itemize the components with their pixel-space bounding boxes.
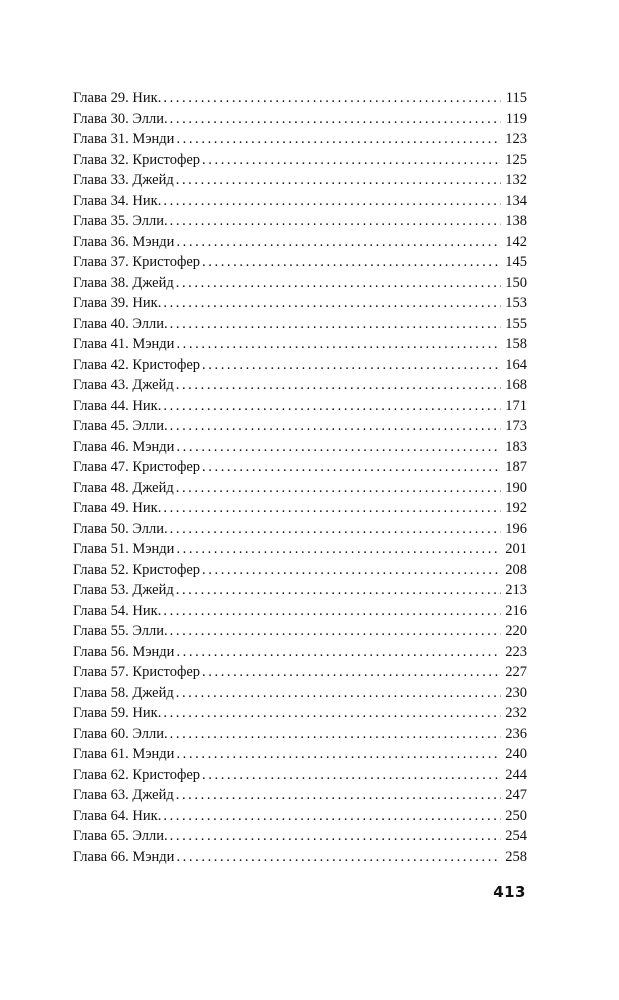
dot-leader (176, 580, 501, 601)
toc-entry-page: 232 (505, 705, 527, 721)
toc-entry-page: 171 (505, 397, 527, 414)
toc-entry (73, 375, 527, 396)
toc-entry (73, 744, 527, 765)
dot-leader (202, 457, 501, 478)
toc-entry (73, 785, 527, 806)
toc-entry-page: 168 (505, 377, 527, 393)
toc-entry-page: 230 (505, 684, 527, 701)
toc-entry-page: 173 (505, 418, 527, 434)
toc-entry (73, 826, 527, 847)
dot-leader (163, 88, 501, 109)
toc-entry-page: 115 (505, 90, 527, 106)
toc-entry-title: Глава 50. Элли. (73, 520, 168, 537)
toc-entry (73, 314, 527, 335)
toc-entry-title: Глава 63. Джейд (73, 787, 174, 803)
toc-entry-page: 227 (505, 664, 527, 680)
dot-leader (163, 806, 501, 827)
toc-entry (73, 539, 527, 560)
toc-entry-page: 250 (505, 807, 527, 824)
toc-entry-title: Глава 59. Ник. (73, 705, 162, 721)
dot-leader (176, 785, 501, 806)
toc-entry-title: Глава 49. Ник. (73, 500, 162, 516)
toc-entry-title: Глава 47. Кристофер (73, 459, 201, 475)
toc-entry-page: 236 (505, 725, 527, 742)
toc-entry-page: 158 (505, 336, 527, 352)
toc-entry (73, 293, 527, 314)
dot-leader (176, 683, 501, 704)
toc-entry-page: 119 (505, 110, 527, 127)
toc-entry (73, 252, 527, 273)
dot-leader (176, 232, 501, 253)
toc-entry-title: Глава 32. Кристофер (73, 151, 201, 168)
toc-entry-page: 244 (505, 766, 527, 783)
toc-entry-page: 208 (505, 561, 527, 578)
toc-entry (73, 191, 527, 212)
toc-entry-title: Глава 62. Кристофер (73, 766, 201, 783)
toc-entry (73, 416, 527, 437)
toc-entry-page: 134 (505, 192, 527, 209)
toc-entry-title: Глава 35. Элли. (73, 213, 168, 229)
toc-entry-title: Глава 34. Ник. (73, 192, 162, 209)
toc-entry (73, 724, 527, 745)
dot-leader (170, 109, 501, 130)
dot-leader (176, 129, 501, 150)
dot-leader (176, 642, 501, 663)
toc-entry-title: Глава 51. Мэнди (73, 541, 175, 557)
toc-entry (73, 478, 527, 499)
toc-entry-page: 220 (505, 623, 527, 639)
dot-leader (170, 211, 501, 232)
toc-entry-title: Глава 54. Ник. (73, 602, 162, 619)
dot-leader (176, 744, 501, 765)
dot-leader (170, 724, 501, 745)
toc-entry-title: Глава 41. Мэнди (73, 336, 175, 352)
toc-entry (73, 437, 527, 458)
dot-leader (176, 375, 501, 396)
dot-leader (170, 826, 501, 847)
toc-entry (73, 355, 527, 376)
toc-entry (73, 806, 527, 827)
dot-leader (163, 498, 501, 519)
toc-entry-title: Глава 38. Джейд (73, 274, 174, 291)
dot-leader (202, 662, 501, 683)
toc-entry-title: Глава 58. Джейд (73, 684, 174, 701)
toc-entry-title: Глава 56. Мэнди (73, 643, 175, 660)
toc-entry-page: 138 (505, 213, 527, 229)
page-number: 413 (493, 883, 526, 901)
toc-entry-title: Глава 29. Ник. (73, 90, 162, 106)
dot-leader (202, 252, 501, 273)
toc-entry-title: Глава 48. Джейд (73, 479, 174, 496)
toc-entry-title: Глава 53. Джейд (73, 582, 174, 598)
toc-entry-page: 142 (505, 233, 527, 250)
toc-entry (73, 170, 527, 191)
toc-entry (73, 457, 527, 478)
toc-entry-page: 150 (505, 274, 527, 291)
toc-entry (73, 519, 527, 540)
toc-entry-title: Глава 46. Мэнди (73, 438, 175, 455)
toc-entry-title: Глава 40. Элли. (73, 315, 168, 332)
toc-entry-title: Глава 60. Элли. (73, 725, 168, 742)
dot-leader (163, 191, 501, 212)
toc-entry (73, 601, 527, 622)
toc-entry-title: Глава 36. Мэнди (73, 233, 175, 250)
toc-entry-page: 258 (505, 848, 527, 865)
toc-entry-title: Глава 55. Элли. (73, 623, 168, 639)
toc-entry-page: 187 (505, 459, 527, 475)
toc-entry-title: Глава 57. Кристофер (73, 664, 201, 680)
toc-entry-page: 125 (505, 151, 527, 168)
toc-entry-title: Глава 37. Кристофер (73, 254, 201, 270)
dot-leader (163, 396, 501, 417)
toc-entry (73, 765, 527, 786)
toc-entry-title: Глава 66. Мэнди (73, 848, 175, 865)
toc-entry (73, 396, 527, 417)
toc-entry (73, 129, 527, 150)
toc-entry-page: 153 (505, 295, 527, 311)
toc-entry (73, 150, 527, 171)
dot-leader (176, 170, 501, 191)
toc-entry-title: Глава 65. Элли. (73, 828, 168, 844)
toc-entry-page: 240 (505, 746, 527, 762)
toc-entry-page: 183 (505, 438, 527, 455)
toc-entry-page: 145 (505, 254, 527, 270)
dot-leader (170, 519, 501, 540)
toc-entry (73, 88, 527, 109)
toc-entry-title: Глава 61. Мэнди (73, 746, 175, 762)
toc-entry-page: 192 (505, 500, 527, 516)
dot-leader (163, 293, 501, 314)
toc-entry-page: 132 (505, 172, 527, 188)
dot-leader (176, 478, 501, 499)
toc-entry-page: 201 (505, 541, 527, 557)
toc-entry-page: 213 (505, 582, 527, 598)
toc-entry (73, 211, 527, 232)
toc-entry (73, 232, 527, 253)
toc-entry-page: 247 (505, 787, 527, 803)
toc-entry-title: Глава 33. Джейд (73, 172, 174, 188)
toc-entry (73, 334, 527, 355)
toc-entry (73, 642, 527, 663)
toc-entry (73, 847, 527, 868)
toc-entry-title: Глава 39. Ник. (73, 295, 162, 311)
dot-leader (176, 437, 501, 458)
toc-entry-page: 155 (505, 315, 527, 332)
toc-entry-page: 223 (505, 643, 527, 660)
toc-entry-title: Глава 64. Ник. (73, 807, 162, 824)
dot-leader (163, 703, 501, 724)
toc-entry-page: 216 (505, 602, 527, 619)
toc-entry-title: Глава 31. Мэнди (73, 131, 175, 147)
dot-leader (170, 416, 501, 437)
toc-entry-page: 123 (505, 131, 527, 147)
toc-entry (73, 498, 527, 519)
toc-entry-title: Глава 52. Кристофер (73, 561, 201, 578)
table-of-contents (73, 88, 527, 867)
dot-leader (176, 334, 501, 355)
toc-entry-title: Глава 42. Кристофер (73, 356, 201, 373)
dot-leader (170, 314, 501, 335)
toc-entry-title: Глава 45. Элли. (73, 418, 168, 434)
toc-entry (73, 109, 527, 130)
dot-leader (176, 273, 501, 294)
toc-entry-title: Глава 44. Ник. (73, 397, 162, 414)
toc-entry-page: 190 (505, 479, 527, 496)
toc-entry-page: 196 (505, 520, 527, 537)
dot-leader (202, 765, 501, 786)
toc-entry (73, 683, 527, 704)
toc-entry (73, 662, 527, 683)
toc-entry (73, 560, 527, 581)
dot-leader (202, 355, 501, 376)
toc-entry (73, 703, 527, 724)
toc-entry-title: Глава 43. Джейд (73, 377, 174, 393)
dot-leader (176, 539, 501, 560)
toc-entry-page: 164 (505, 356, 527, 373)
toc-entry (73, 580, 527, 601)
dot-leader (163, 601, 501, 622)
dot-leader (170, 621, 501, 642)
toc-entry (73, 621, 527, 642)
toc-entry (73, 273, 527, 294)
toc-entry-page: 254 (505, 828, 527, 844)
toc-entry-title: Глава 30. Элли. (73, 110, 168, 127)
dot-leader (176, 847, 501, 868)
dot-leader (202, 560, 501, 581)
dot-leader (202, 150, 501, 171)
